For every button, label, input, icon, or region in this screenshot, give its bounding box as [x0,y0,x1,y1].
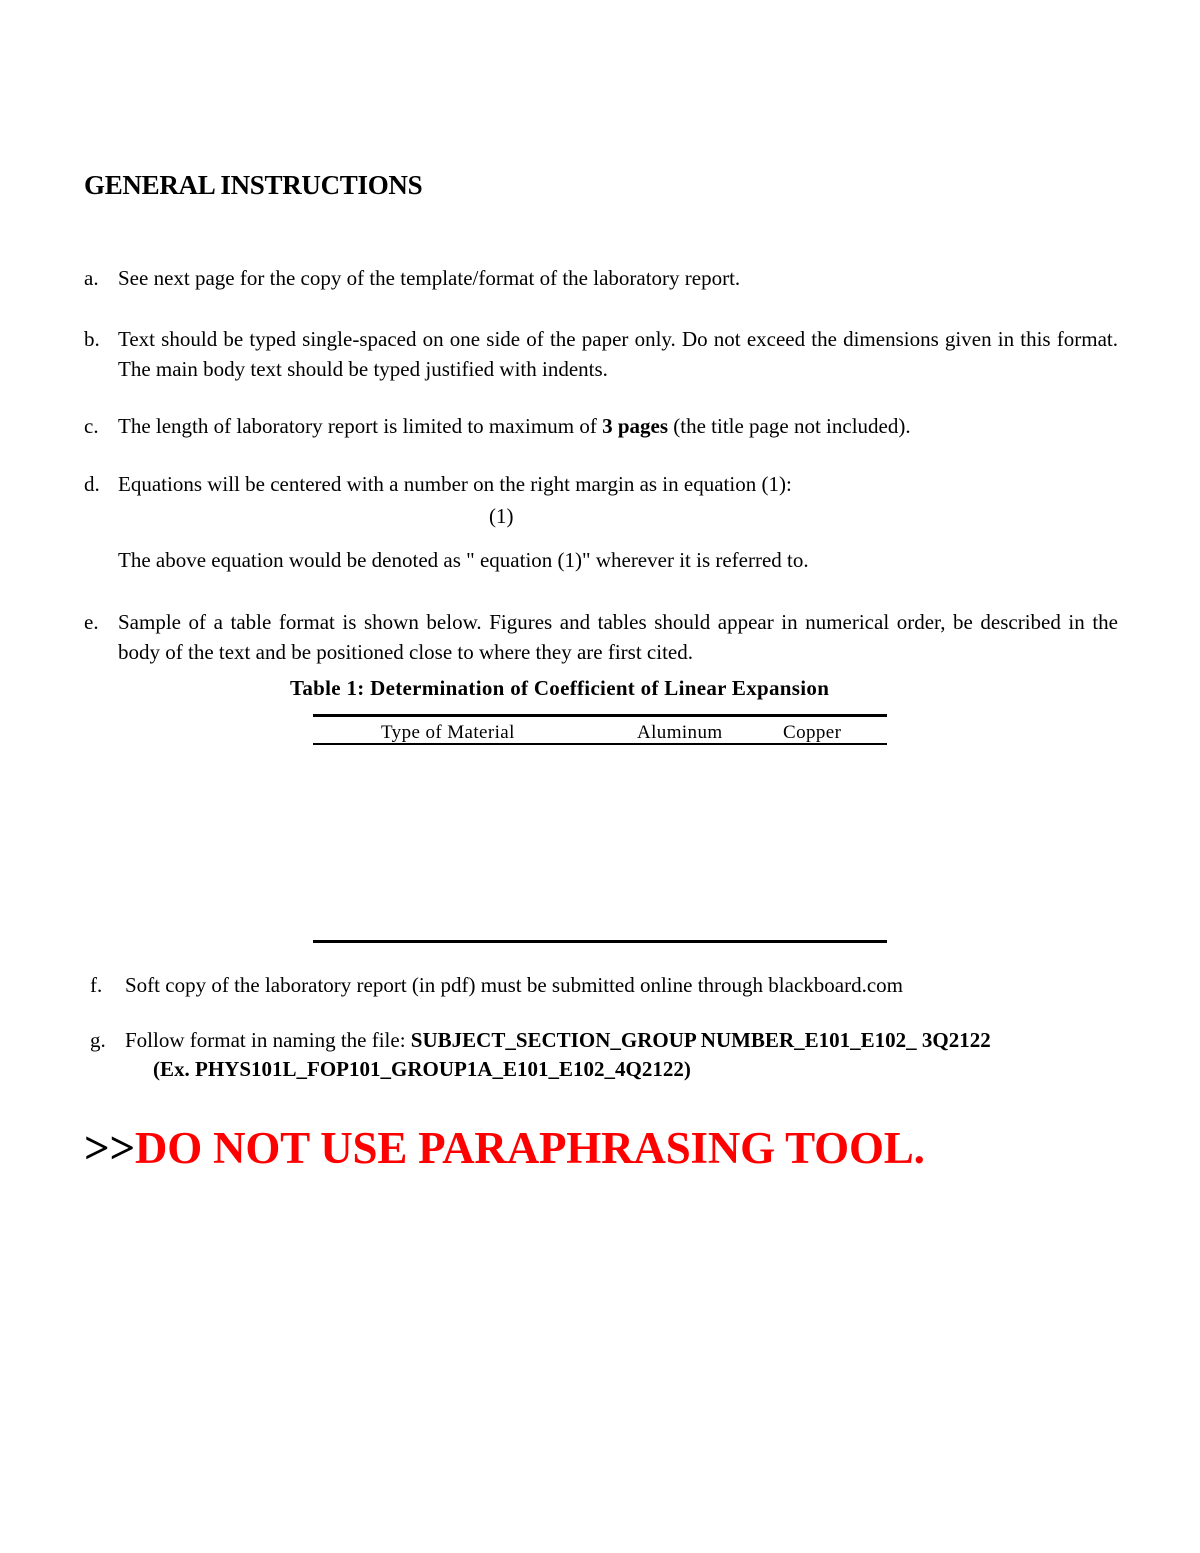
item-letter: d. [84,472,100,496]
table-header-aluminum: Aluminum [637,722,723,743]
page-limit: 3 pages [602,414,668,438]
table-top-rule [313,714,887,717]
item-text-end: (the title page not included). [668,414,911,438]
item-text-start: Follow format in naming the file: [125,1028,411,1052]
item-text: See next page for the copy of the template/format of the laboratory report. [118,266,741,290]
table-header-material: Type of Material [381,722,515,743]
warning-message: DO NOT USE PARAPHRASING TOOL. [134,1123,925,1173]
paraphrasing-warning [84,1122,925,1174]
warning-prefix: >> [84,1123,135,1173]
instruction-f [84,970,1118,1000]
item-text: Equations will be centered with a number on the right margin as in equation (1): [118,472,792,496]
file-name-example: (Ex. PHYS101L_FOP101_GROUP1A_E101_E102_4Q2122) [153,1057,691,1081]
instruction-b [84,324,1118,384]
item-letter: g. [90,1028,106,1052]
equation-number: (1) [489,504,514,528]
item-text: Sample of a table format is shown below. Figures and tables should appear in numerical order, be described in the body of the text and be positioned close to where they are first cited. [118,610,1118,664]
table-header-copper: Copper [783,722,842,743]
item-letter: e. [84,610,99,634]
table-caption: Table 1: Determination of Coefficient of Linear Expansion [290,676,830,700]
page-heading: GENERAL INSTRUCTIONS [84,170,423,200]
instruction-g [84,1025,1118,1055]
item-text-start: The length of laboratory report is limited to maximum of [118,414,603,438]
item-letter: b. [84,327,100,351]
item-letter: f. [90,973,103,997]
item-text: Soft copy of the laboratory report (in pdf) must be submitted online through blackboard.com [125,973,903,997]
instruction-e [84,607,1118,667]
item-text [125,1025,1118,1055]
file-name-format: SUBJECT_SECTION_GROUP NUMBER_E101_E102_ 3Q2122 [410,1028,991,1052]
table-bottom-rule [313,940,887,943]
item-letter: c. [84,414,99,438]
equation-note: The above equation would be denoted as " equation (1)" wherever it is referred to. [118,548,809,572]
item-text [118,411,1118,441]
table-header-rule [313,743,887,745]
instruction-a [84,263,1118,293]
item-letter: a. [84,266,99,290]
item-text: Text should be typed single-spaced on one side of the paper only. Do not exceed the dimensions given in this format. The main body text should be typed justified with indents. [118,327,1118,381]
instruction-d [84,469,1118,499]
instruction-c [84,411,1118,441]
